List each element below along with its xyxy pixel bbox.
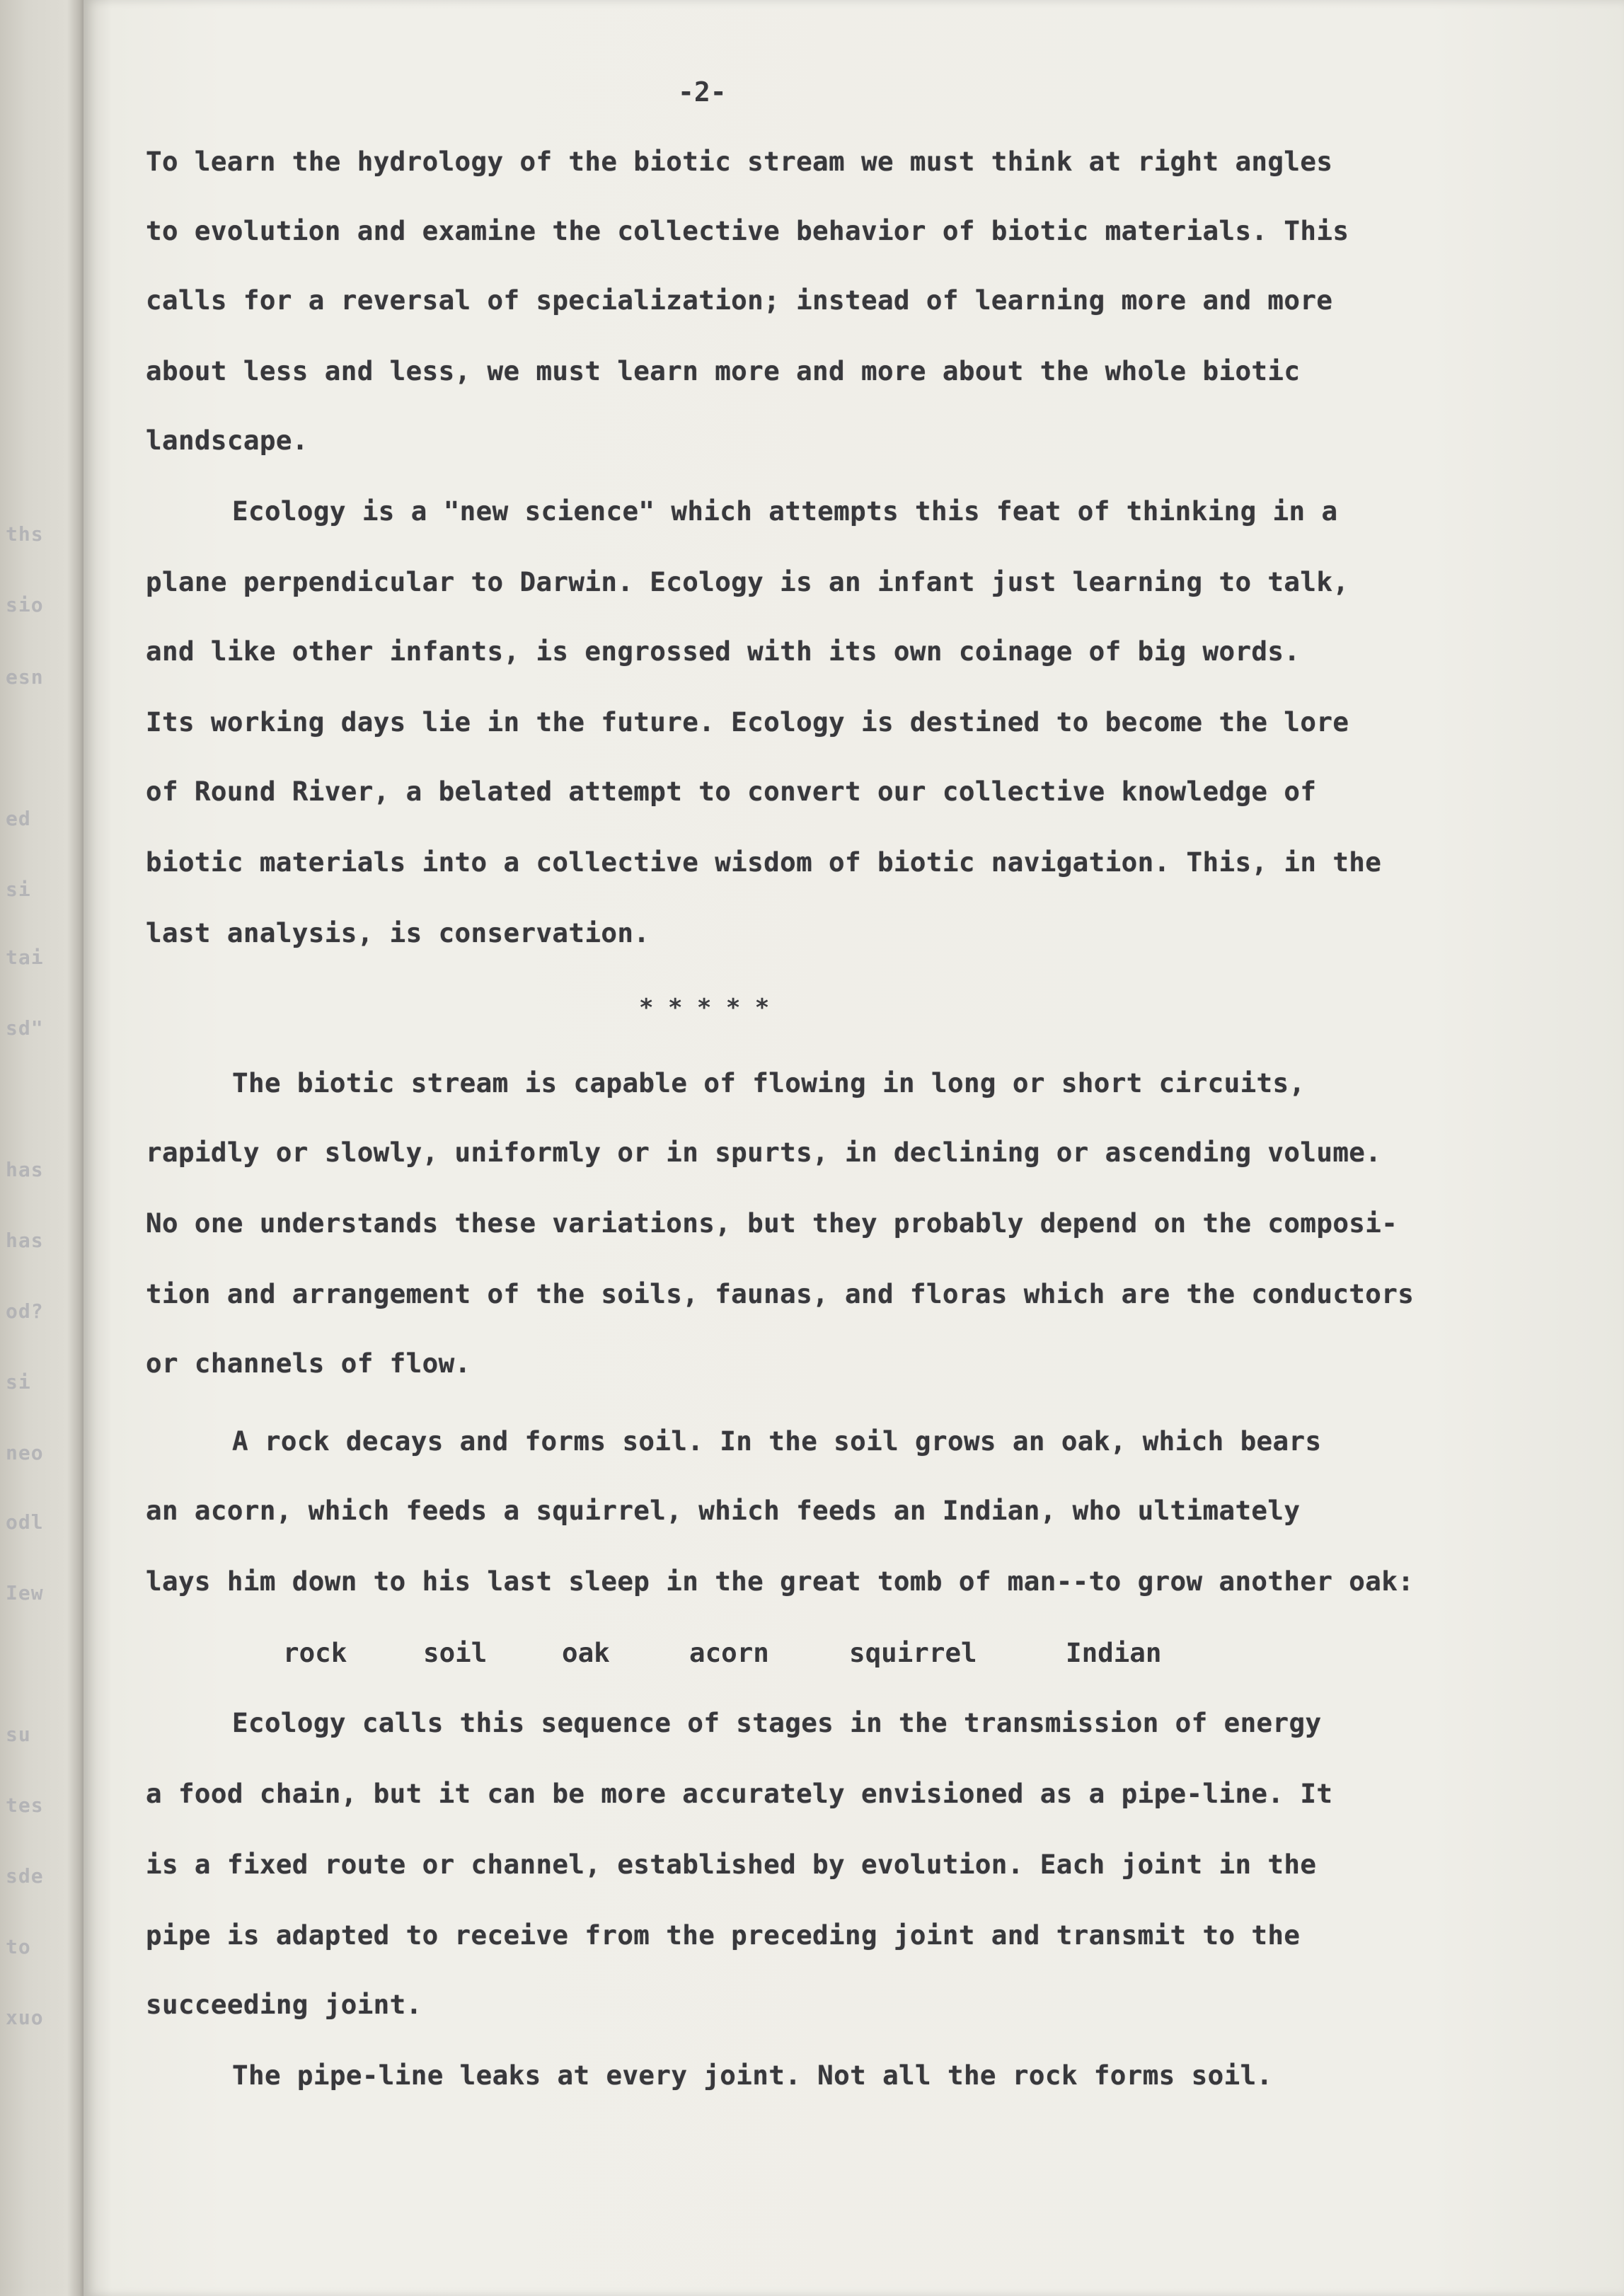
bleed-text: neo <box>6 1441 44 1464</box>
chain-item: acorn <box>689 1637 769 1668</box>
text-line: To learn the hydrology of the biotic stream we must think at right angles <box>146 146 1333 177</box>
text-line: last analysis, is conservation. <box>146 917 650 948</box>
bleed-text: sio <box>6 593 44 616</box>
text-line: of Round River, a belated attempt to convert our collective knowledge of <box>146 776 1317 807</box>
chain-item: soil <box>423 1637 488 1668</box>
chain-item: squirrel <box>849 1637 977 1668</box>
bleed-text: ths <box>6 522 44 546</box>
text-line: lays him down to his last sleep in the great tomb of man--to grow another oak: <box>146 1566 1415 1597</box>
page-number: -2- <box>678 76 727 108</box>
previous-page-edge <box>0 0 83 2296</box>
text-line: The pipe-line leaks at every joint. Not all the rock forms soil. <box>232 2060 1273 2091</box>
bleed-text: sde <box>6 1864 44 1888</box>
text-line: to evolution and examine the collective behavior of biotic materials. This <box>146 215 1349 246</box>
text-line: biotic materials into a collective wisdom of biotic navigation. This, in the <box>146 846 1382 878</box>
typed-page <box>83 0 1624 2296</box>
text-line: A rock decays and forms soil. In the soil grows an oak, which bears <box>232 1425 1322 1457</box>
chain-item: Indian <box>1066 1637 1162 1668</box>
bleed-text: has <box>6 1158 44 1181</box>
bleed-text: to <box>6 1935 31 1958</box>
bleed-text: odl <box>6 1510 44 1534</box>
text-line: The biotic stream is capable of flowing in long or short circuits, <box>232 1067 1306 1098</box>
text-line: landscape. <box>146 425 309 456</box>
bleed-text: tes <box>6 1793 44 1817</box>
section-separator: * * * * * <box>639 994 770 1022</box>
bleed-text: si <box>6 878 31 901</box>
text-line: Ecology is a "new science" which attempts this feat of thinking in a <box>232 495 1338 527</box>
text-line: succeeding joint. <box>146 1989 422 2020</box>
chain-item: oak <box>562 1637 610 1668</box>
text-line: is a fixed route or channel, established by evolution. Each joint in the <box>146 1849 1317 1880</box>
bleed-text: si <box>6 1370 31 1394</box>
text-line: an acorn, which feeds a squirrel, which feeds an Indian, who ultimately <box>146 1495 1301 1526</box>
bleed-text: esn <box>6 665 44 689</box>
text-line: pipe is adapted to receive from the preceding joint and transmit to the <box>146 1919 1301 1951</box>
bleed-text: tai <box>6 946 44 969</box>
text-line: Its working days lie in the future. Ecology is destined to become the lore <box>146 706 1349 737</box>
text-line: Ecology calls this sequence of stages in the transmission of energy <box>232 1707 1322 1738</box>
bleed-text: ed <box>6 807 31 830</box>
text-line: about less and less, we must learn more and more about the whole biotic <box>146 355 1301 386</box>
text-line: No one understands these variations, but they probably depend on the composi- <box>146 1207 1398 1239</box>
bleed-text: has <box>6 1229 44 1252</box>
text-line: a food chain, but it can be more accurately envisioned as a pipe-line. It <box>146 1778 1333 1809</box>
text-line: tion and arrangement of the soils, faunas, and floras which are the conductors <box>146 1278 1415 1309</box>
bleed-text: su <box>6 1723 31 1746</box>
chain-item: rock <box>283 1637 347 1668</box>
bleed-text: xuo <box>6 2006 44 2029</box>
text-line: calls for a reversal of specialization; instead of learning more and more <box>146 285 1333 316</box>
text-line: or channels of flow. <box>146 1348 471 1379</box>
bleed-text: od? <box>6 1299 44 1323</box>
text-line: plane perpendicular to Darwin. Ecology is an infant just learning to talk, <box>146 566 1349 597</box>
bleed-text: sd" <box>6 1016 44 1040</box>
text-line: rapidly or slowly, uniformly or in spurts, in declining or ascending volume. <box>146 1137 1382 1168</box>
bleed-text: Iew <box>6 1581 44 1605</box>
text-line: and like other infants, is engrossed with its own coinage of big words. <box>146 636 1301 667</box>
